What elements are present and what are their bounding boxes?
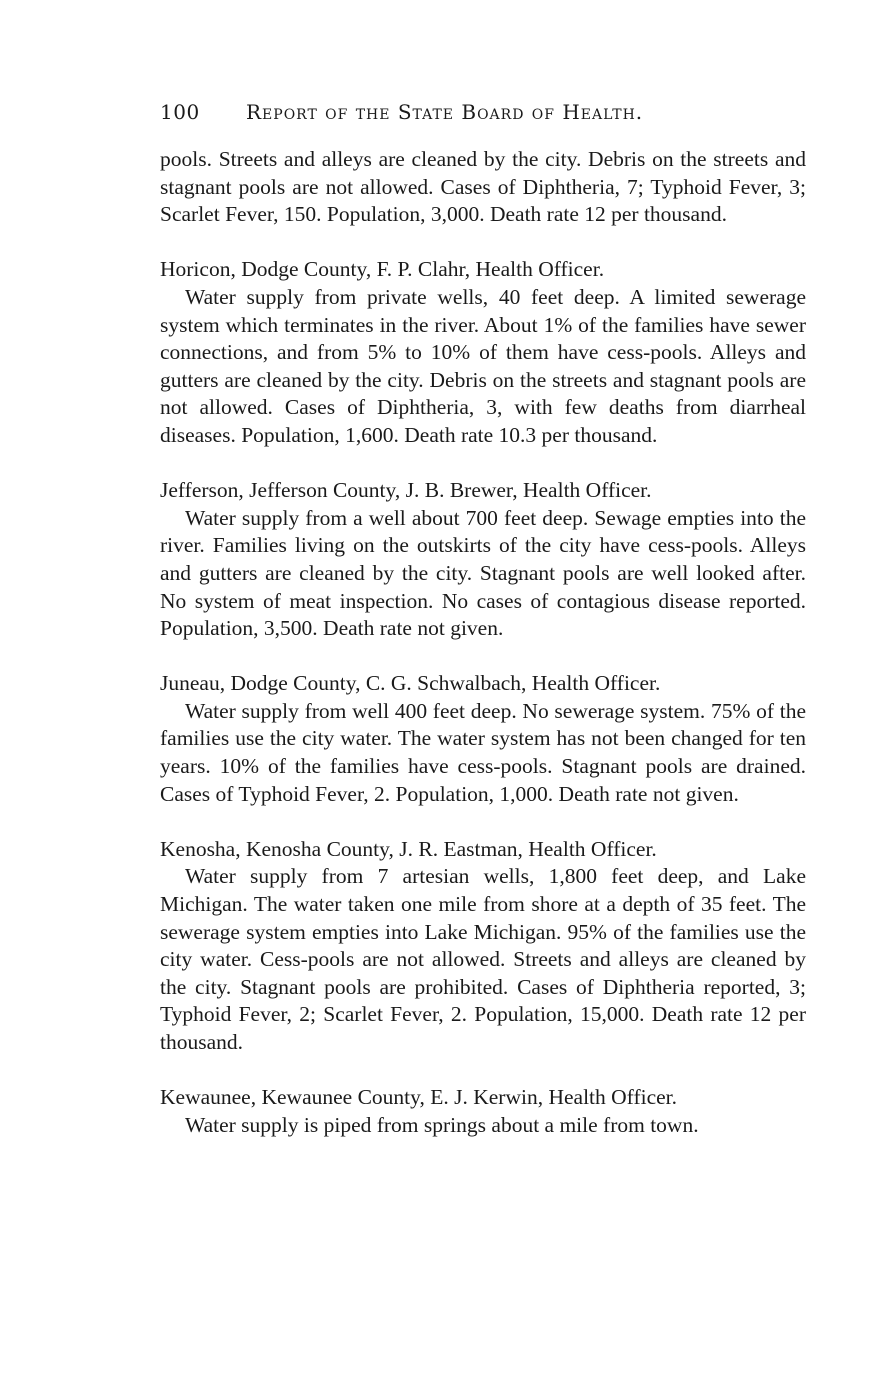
entry-jefferson [160, 477, 806, 643]
entry-body: Water supply from a well about 700 feet deep. Sewage empties into the river. Families living on the outskirts of the city have cess-pools. Alleys and gutters are cleaned by the city. Stagnant pools are well looked after. No system of meat inspection. No cases of contagious disease reported. Population, 3,500. Death rate not given. [160, 505, 806, 641]
page-header [160, 100, 806, 140]
entry-horicon [160, 256, 806, 449]
entry-body: Water supply from 7 artesian wells, 1,800 feet deep, and Lake Michigan. The water taken one mile from shore at a depth of 35 feet. The sewerage system empties into Lake Michigan. 95% of the families use the city water. Cess-pools are not allowed. Streets and alleys are cleaned by the city. Stagnant pools are prohibited. Cases of Diphtheria reported, 3; Typhoid Fever, 2; Scarlet Fever, 2. Population, 15,000. Death rate 12 per thousand. [160, 864, 806, 1054]
continuation-paragraph: pools. Streets and alleys are cleaned by the city. Debris on the streets and stagnant pools are not allowed. Cases of Diphtheria, 7; Typhoid Fever, 3; Scarlet Fever, 150. Population, 3,000. Death rate 12 per thousand. [160, 147, 806, 227]
report-page [160, 100, 806, 1139]
entry-kewaunee [160, 1084, 806, 1139]
entry-juneau [160, 670, 806, 808]
entry-body: Water supply from well 400 feet deep. No sewerage system. 75% of the families use the city water. The water system has not been changed for ten years. 10% of the families have cess-pools. Stagnant pools are drained. Cases of Typhoid Fever, 2. Population, 1,000. Death rate not given. [160, 698, 806, 806]
page-number: 100 [160, 100, 200, 124]
entry-kenosha [160, 836, 806, 1057]
entry-heading: Juneau, Dodge County, C. G. Schwalbach, Health Officer. [160, 671, 661, 696]
entry-body: Water supply is piped from springs about a mile from town. [185, 1112, 699, 1137]
running-title: Report of the State Board of Health. [246, 100, 644, 124]
entry-body: Water supply from private wells, 40 feet deep. A limited sewerage system which terminates in the river. About 1% of the families have sewer connections, and from 5% to 10% of them have cess-pools. Alleys and gutters are cleaned by the city. Debris on the streets and stagnant pools are not allowed. Cases of Diphtheria, 3, with few deaths from diarrheal diseases. Population, 1,600. Death rate 10.3 per thousand. [160, 284, 806, 447]
entry-heading: Jefferson, Jefferson County, J. B. Brewer, Health Officer. [160, 478, 652, 503]
entry-heading: Kenosha, Kenosha County, J. R. Eastman, Health Officer. [160, 836, 657, 861]
entry-heading: Horicon, Dodge County, F. P. Clahr, Health Officer. [160, 257, 605, 282]
entry-heading: Kewaunee, Kewaunee County, E. J. Kerwin, Health Officer. [160, 1085, 678, 1110]
